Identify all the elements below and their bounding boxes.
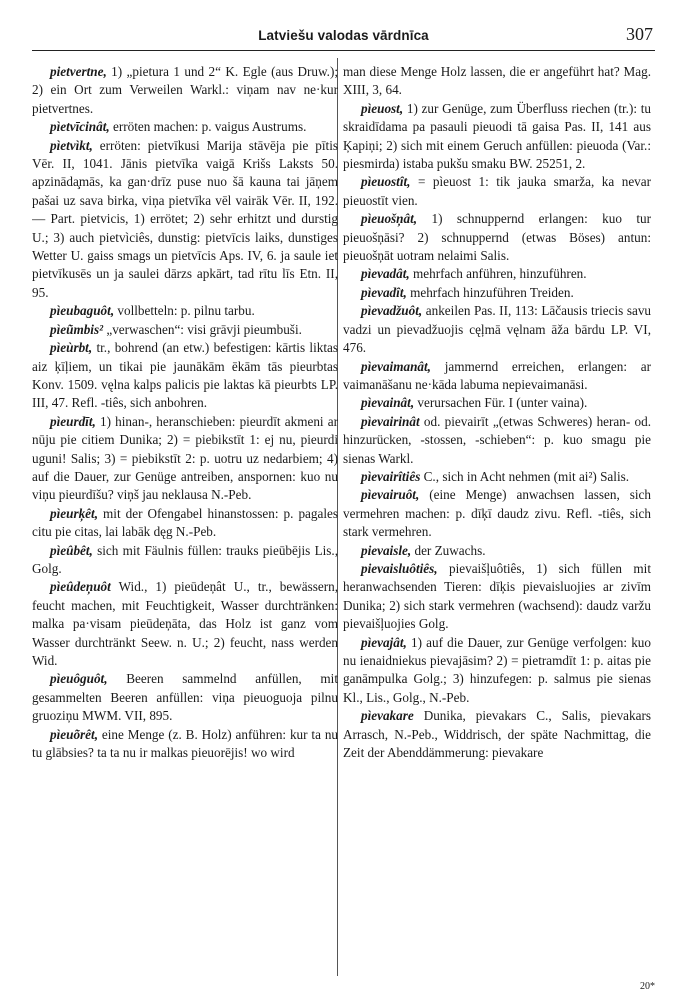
dictionary-entry — [32, 321, 338, 339]
dictionary-entry — [343, 100, 651, 174]
dictionary-entry — [343, 358, 651, 395]
entry-text: 1) „pietura 1 und 2“ K. Egle (aus Druw.); 2) ein Ort zum Verweilen Warkl.: viņam nav ne·kur pietvertnes. — [32, 64, 338, 116]
entry-text: man diese Menge Holz lassen, die er angeführt hat? Mag. XIII, 3, 64. — [343, 64, 651, 98]
entry-text: vollbetteln: p. pilnu tarbu. — [117, 303, 255, 319]
entry-headword: pìeuostît, — [361, 174, 411, 190]
dictionary-entry — [343, 486, 651, 541]
entry-text: jammernd erreichen, erlangen: ar vaimanāšanu ne·kāda labuma nepievaimanāsi. — [343, 358, 651, 392]
entry-text: Wid., 1) pieūdeņât U., tr., bewässern, feucht machen, mit Feuchtigkeit, Wasser durchtränken: malka pa·visam pieūdeņāta, das Holz ist ganz vom Wasser durchtränkt Seew. n. U.; 2) feucht, nass werden Wid. — [32, 579, 338, 668]
dictionary-entry — [343, 265, 651, 283]
dictionary-entry — [32, 63, 338, 118]
entry-headword: pìeûbêt, — [50, 542, 93, 558]
page-header — [32, 26, 655, 51]
dictionary-entry — [343, 707, 651, 762]
dictionary-entry — [343, 394, 651, 412]
entry-text: 1) schnuppernd erlangen: kuo tur pieuošņāsi? 2) schnuppernd (etwas Böses) antun: pieuošņāt uotram nelaimi Salis. — [343, 211, 651, 264]
entry-text: 1) auf die Dauer, zur Genüge verfolgen: kuo nu ienaidniekus pievajāsim? 2) = pietramdīt 1: p. aitas pie ganāmpulka Golg.; 3) hinzufegen: p. salmus pie sienas Kl., Lis., Golg., N.-Peb. — [343, 634, 651, 705]
entry-headword: pìeûdeņuôt — [50, 579, 111, 595]
entry-headword: pìevairîtiês — [361, 468, 421, 484]
entry-text: = pìeuost 1: tik jauka smarža, ka nevar pieuostīt vien. — [343, 174, 651, 208]
entry-text: „verwaschen“: visi grāvji pieumbuši. — [106, 321, 302, 337]
dictionary-entry — [343, 634, 651, 708]
dictionary-entry — [343, 302, 651, 357]
entry-headword: pìetvīcinât, — [50, 119, 110, 135]
entry-text: der Zuwachs. — [414, 542, 486, 558]
entry-headword: pievaisluôtiês, — [361, 560, 438, 576]
entry-headword: pìeùrbt, — [50, 340, 93, 356]
left-column — [32, 63, 338, 975]
entry-text: tr., bohrend (an etw.) befestigen: kārtis liktas aiz ķīļiem, un tikai pie jaunākām ēkām tās pieurbtas Konv. 1509. vęlna kalps palicis pie laktas kā pieurbts LP. III, 47. Refl. -tiês, sich anbohren. — [32, 340, 338, 411]
signature-mark: 20* — [640, 981, 655, 992]
dictionary-entry — [343, 210, 651, 265]
entry-headword: pìevaimanât, — [361, 358, 431, 374]
dictionary-entry — [343, 284, 651, 302]
page-number: 307 — [626, 24, 653, 44]
entry-text: mit der Ofengabel hinanstossen: p. pagales citu pie citas, lai labāk dęg N.-Peb. — [32, 505, 338, 540]
entry-headword: pìeuôguôt, — [50, 671, 108, 687]
dictionary-entry — [32, 578, 338, 670]
entry-headword: pìeurķêt, — [50, 505, 98, 521]
entry-headword: pìevadžuôt, — [361, 303, 423, 319]
entry-headword: pìeurdīt, — [50, 413, 96, 429]
entry-headword: pìevainât, — [361, 395, 415, 411]
right-column — [343, 63, 651, 975]
entry-text: Beeren sammelnd anfüllen, mit gesammelten Beeren anfüllen: viņa pieuoguoja pilnu gruoziņu MWM. VII, 895. — [32, 671, 338, 724]
entry-text: ankeilen Pas. II, 113: Lāčausis triecis savu vadzi un pievadžuojis cęļmā vęlnam āža bārdu LP. VI, 476. — [343, 303, 651, 356]
dictionary-entry — [343, 560, 651, 634]
entry-text: od. pievairīt „(etwas Schweres) heran- od. hinzurücken, -stossen, -schieben“: p. kuo smagu pie sienas Warkl. — [343, 413, 651, 466]
dictionary-entry — [32, 542, 338, 579]
entry-text: verursachen Für. I (unter vaina). — [417, 395, 588, 411]
entry-headword: pìevajât, — [361, 634, 407, 650]
entry-headword: pìevadât, — [361, 266, 410, 282]
entry-headword: pìeũmbis² — [50, 321, 104, 337]
entry-headword: pìeuost, — [361, 100, 404, 116]
dictionary-entry — [32, 413, 338, 505]
entry-text: sich mit Fäulnis füllen: trauks pieūbējis Lis., Golg. — [32, 542, 338, 576]
dictionary-entry — [343, 413, 651, 468]
entry-headword: pìevairuôt, — [361, 487, 420, 503]
entry-headword: pievaisle, — [361, 542, 412, 558]
dictionary-entry — [32, 505, 338, 542]
entry-text: (eine Menge) anwachsen lassen, sich vermehren machen: p. dīķī daudz zivu. Refl. -tiês, sich stark vermehren. — [343, 487, 651, 540]
page-title: Latviešu valodas vārdnīca — [258, 28, 429, 43]
entry-text: C., sich in Acht nehmen (mit ai²) Salis. — [423, 468, 630, 484]
entry-text: 1) hinan-, heranschieben: pieurdīt akmeni ar nūju pie citiem Dunika; 2) = piebikstīt 1: ej nu, pieurdi uguni! Salis; 3) = piebikstīt 2: p. uotru uz nedarbiem; 4) auf die Dauer, zur Genüge antreiben, anspornen: kuo nu viņu pieurdīšu? viņš jau neklausa N.-Peb. — [32, 413, 338, 503]
entry-headword: pietvertne, — [50, 64, 107, 79]
dictionary-entry — [32, 670, 338, 725]
entry-text: erröten machen: p. vaigus Austrums. — [113, 119, 307, 135]
entry-headword: pìeuõrêt, — [50, 726, 98, 742]
dictionary-entry — [32, 726, 338, 763]
entry-headword: pìeubaguôt, — [50, 303, 115, 319]
entry-headword: pìevairinât — [361, 413, 420, 429]
entry-text: erröten: pietvīkusi Marija stāvēja pie pītis Vēr. II, 1041. Jānis pietvīka vaigā Krišs Laksts 50. apzināda̧mās, ka gan·drīz puse nuo šā kauna tai jāņem pašai uz sava birka, viņa pietvīka vēl vairāk Vēr. II, 192. — Part. pietvicis, 1) errötet; 2) sehr erhitzt und durstig U.; 3) auch pietvìciês, dunstig: pietvīcis laiks, dunstiges Wetter U. gaiss smags un pietvīcis Aps. IV, 6. ja saule iet pietvīkusēs un ja saulei dārzs apkārt, tad rītu līs Etn. II, 95. — [32, 137, 338, 300]
dictionary-entry — [32, 339, 338, 413]
entry-headword: pìeuošņât, — [361, 211, 418, 227]
dictionary-entry — [343, 468, 651, 486]
entry-headword: pìevadît, — [361, 284, 407, 300]
entry-text: eine Menge (z. B. Holz) anführen: kur ta nu tu glābsies? ta ta nu ir malkas pieuorējis! wo wird — [32, 726, 338, 761]
entry-headword: pìevakare — [361, 708, 414, 724]
dictionary-entry — [32, 302, 338, 320]
entry-text: pievaišļuôtiês, 1) sich füllen mit heranwachsenden Tieren: dīķis pievaisluojies ar zivīm Dunika; 2) sich stark vermehren (wachsend): daudz varžu pievaišļuojies Golg. — [343, 560, 651, 632]
entry-text: Dunika, pievakars C., Salis, pievakars Arrasch, N.-Peb., Widdrisch, der späte Nachmittag, die Zeit der Abenddämmerung: pievakare — [343, 708, 651, 761]
entry-text: 1) zur Genüge, zum Überfluss riechen (tr.): tu skraidīdama pa pasauli pieuodi tā gaisa Pas. II, 141 aus Ķapiņi; 2) sich mit einem Geruch anfüllen: pieuoda (Var.: piesmirda) istaba pukšu smaku BW. 25251, 2. — [343, 100, 651, 172]
entry-text: mehrfach hinzuführen Treiden. — [410, 284, 574, 300]
dictionary-entry — [343, 173, 651, 210]
dictionary-entry — [32, 118, 338, 136]
entry-text: mehrfach anführen, hinzuführen. — [413, 266, 587, 282]
dictionary-entry — [343, 63, 651, 100]
dictionary-entry — [343, 542, 651, 560]
entry-headword: pìetvìkt, — [50, 137, 93, 153]
dictionary-entry — [32, 137, 338, 303]
